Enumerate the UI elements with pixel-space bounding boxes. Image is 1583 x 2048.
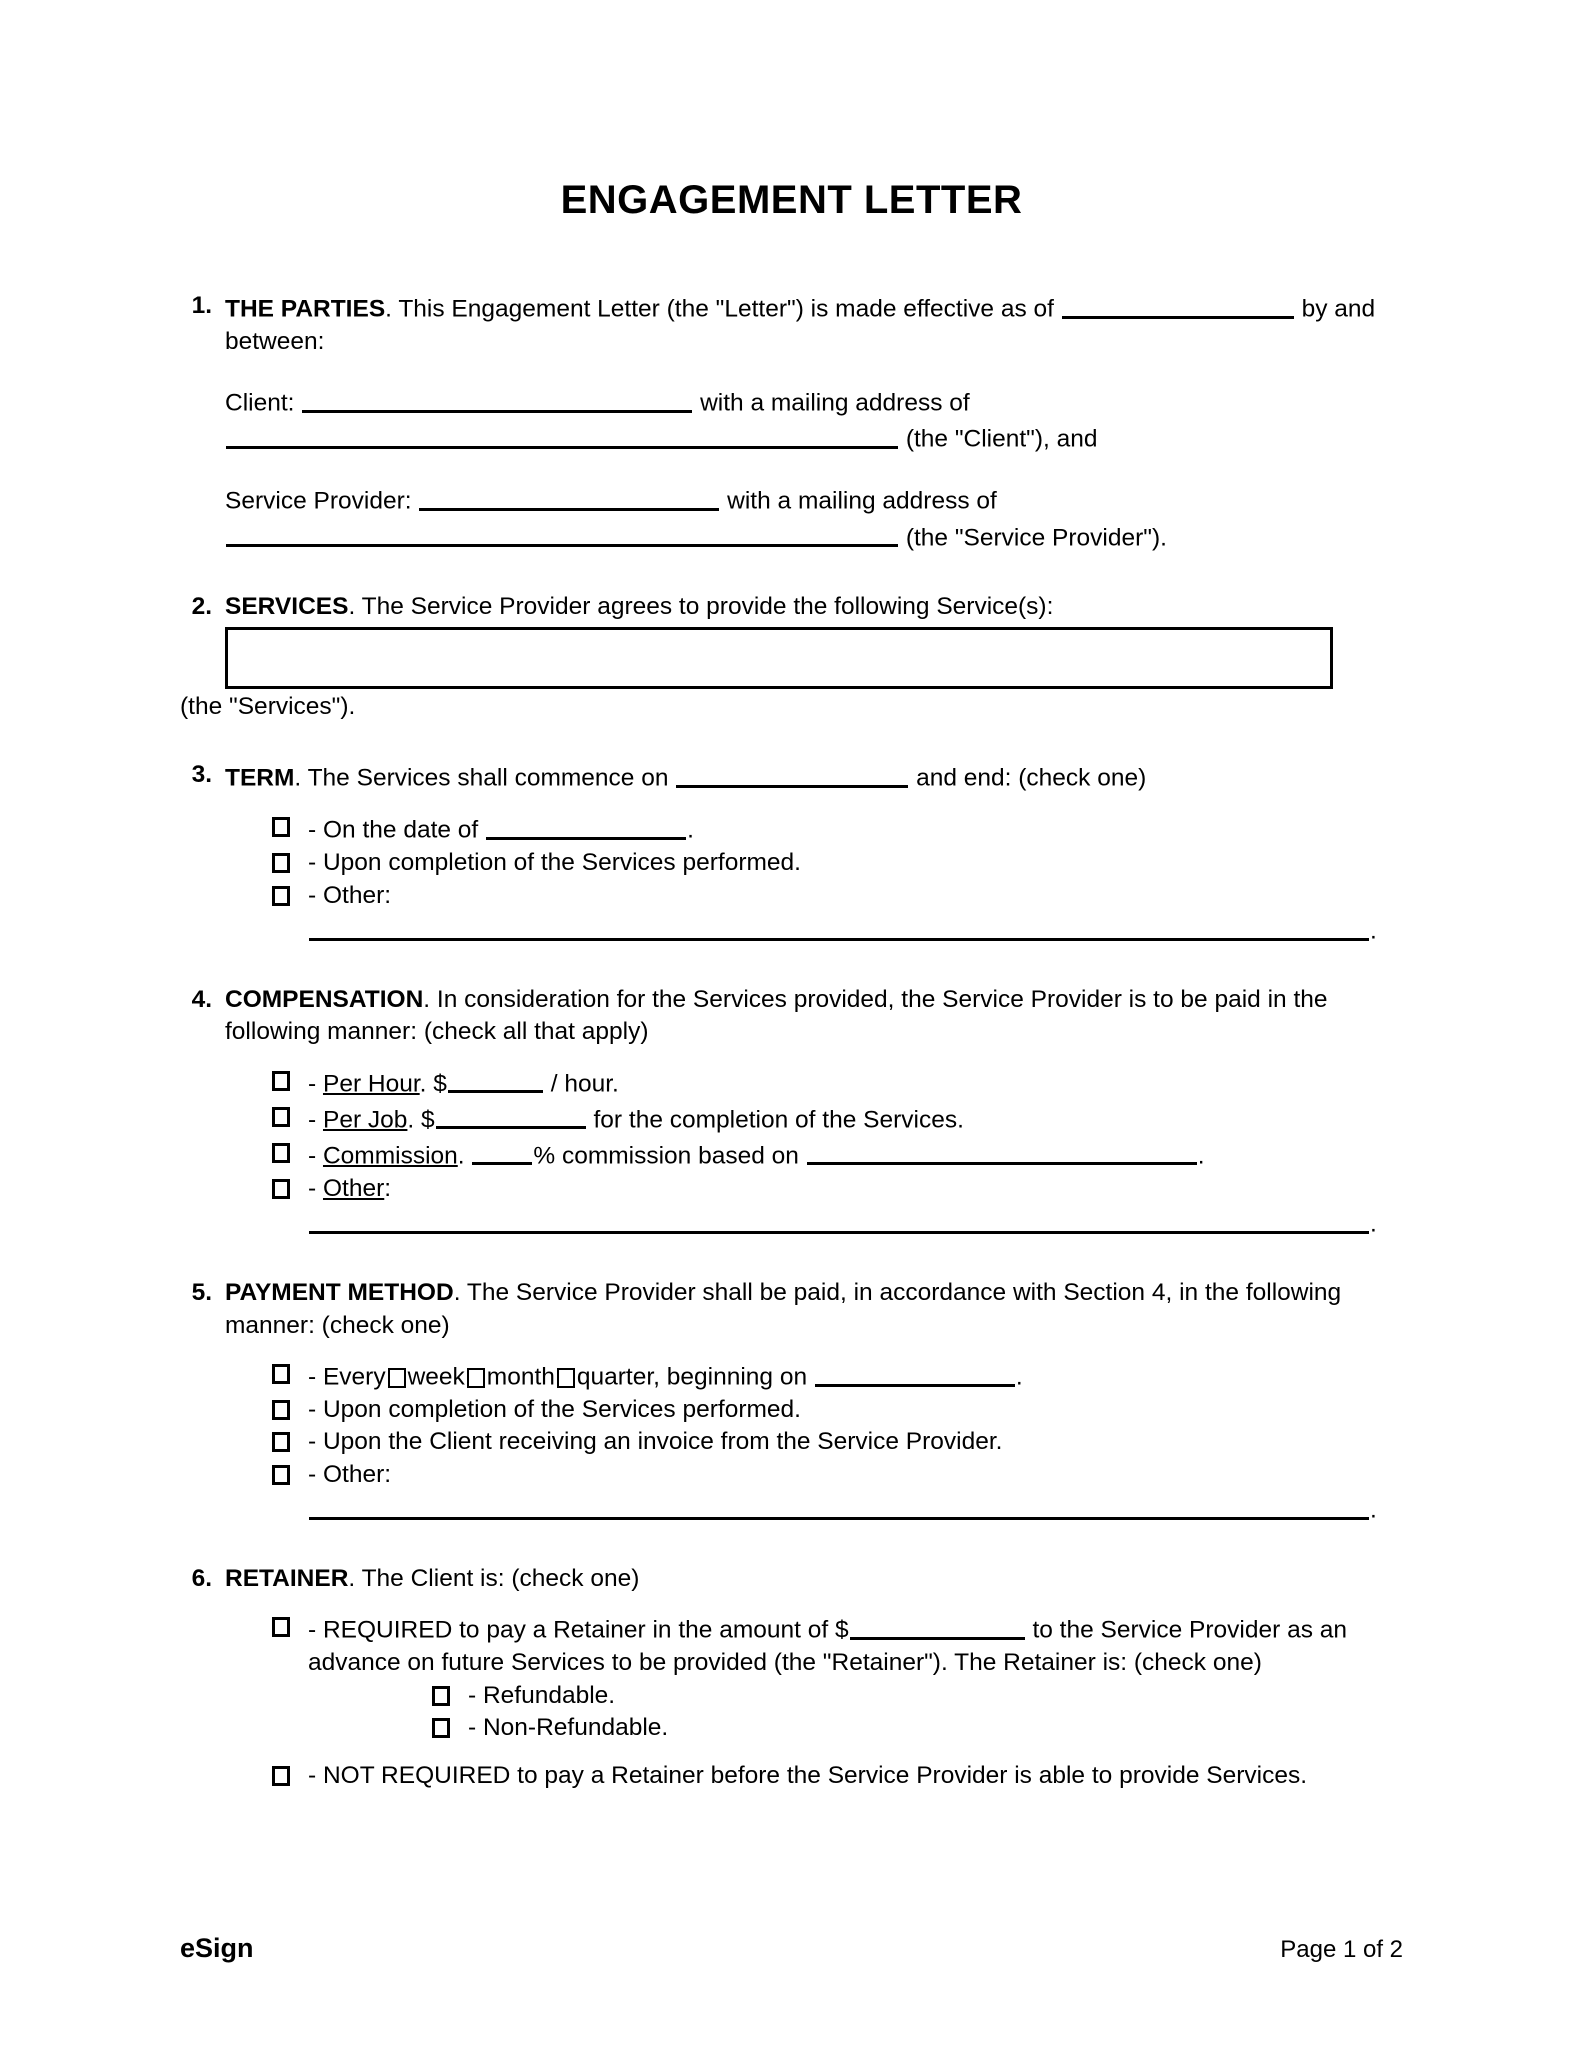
commence-date-blank[interactable] xyxy=(676,759,908,788)
section-3-body xyxy=(225,759,1400,795)
page-footer xyxy=(180,1933,1403,1973)
checkbox-icon[interactable] xyxy=(272,1143,290,1163)
client-label: Client: xyxy=(225,390,295,418)
checkbox-icon[interactable] xyxy=(272,1179,290,1199)
payment-option-upon-invoice[interactable] xyxy=(272,1426,1400,1458)
comp-dash-2: - xyxy=(308,1142,317,1170)
checkbox-icon[interactable] xyxy=(432,1686,450,1706)
section-2-heading: SERVICES xyxy=(225,592,349,620)
checkbox-icon[interactable] xyxy=(272,1400,290,1420)
retainer-option-non-refundable[interactable] xyxy=(432,1712,1400,1744)
commission-percent-blank[interactable] xyxy=(472,1137,532,1166)
client-block xyxy=(180,384,1400,456)
provider-address-blank[interactable] xyxy=(226,519,898,548)
checkbox-icon[interactable] xyxy=(272,1465,290,1485)
comp-tail-2: . xyxy=(1197,1142,1205,1170)
spacer xyxy=(180,1595,1400,1611)
client-address-blank[interactable] xyxy=(226,420,898,449)
term-other-blank[interactable] xyxy=(309,912,1369,941)
section-6-body xyxy=(225,1563,1400,1595)
section-2-text: . The Service Provider agrees to provide the following Service(s): xyxy=(348,592,1054,620)
section-number-1: 1. xyxy=(191,292,212,319)
term-option-upon-completion[interactable] xyxy=(272,847,1400,879)
section-number-2: 2. xyxy=(191,592,212,620)
section-number-4: 4. xyxy=(191,986,212,1014)
term-options xyxy=(180,811,1400,948)
compensation-option-per-hour[interactable] xyxy=(272,1065,1400,1101)
payment-option-upon-invoice-label: - Upon the Client receiving an invoice from the Service Provider. xyxy=(308,1428,1003,1456)
comp-mid-2: % commission based on xyxy=(533,1142,799,1170)
spacer xyxy=(180,1342,1400,1358)
term-option-other-label: - Other: xyxy=(308,881,392,909)
comp-tail-0: / hour. xyxy=(550,1070,619,1098)
section-1-heading: THE PARTIES xyxy=(225,295,386,323)
payment-week-label: week xyxy=(407,1363,465,1391)
section-5-text: . The Service Provider shall be paid, in accordance with Section 4, in the following manner: (check one) xyxy=(225,1279,1342,1339)
section-5-heading: PAYMENT METHOD xyxy=(225,1279,454,1307)
provider-suffix: (the "Service Provider"). xyxy=(905,524,1167,552)
section-the-parties xyxy=(180,290,1400,358)
section-3-text: . The Services shall commence on xyxy=(294,764,669,792)
payment-other-blank[interactable] xyxy=(309,1491,1369,1520)
spacer xyxy=(180,948,1400,984)
section-3-heading: TERM xyxy=(225,764,295,792)
section-6-heading: RETAINER xyxy=(225,1564,349,1592)
per-hour-rate-blank[interactable] xyxy=(448,1065,543,1094)
compensation-option-per-job[interactable] xyxy=(272,1101,1400,1137)
checkbox-icon[interactable] xyxy=(272,1364,290,1384)
comp-after-3: : xyxy=(384,1174,392,1202)
compensation-option-other[interactable] xyxy=(272,1173,1400,1241)
payment-quarter-label: quarter, beginning on xyxy=(576,1363,808,1391)
section-compensation xyxy=(180,984,1400,1049)
payment-method-options xyxy=(180,1358,1400,1527)
per-job-amount-blank[interactable] xyxy=(436,1101,586,1130)
brand-logo: eSign xyxy=(180,1933,254,1963)
checkbox-icon[interactable] xyxy=(272,817,290,837)
retainer-option-required[interactable] xyxy=(272,1611,1400,1679)
retainer-required-suffix: to the Service Provider as an advance on future Services to be provided (the "Retainer"). The Retainer is: (check one) xyxy=(308,1616,1348,1677)
page-title: ENGAGEMENT LETTER xyxy=(560,178,1023,222)
section-payment-method xyxy=(180,1277,1400,1342)
retainer-option-refundable[interactable] xyxy=(432,1680,1400,1712)
provider-address-prefix: with a mailing address of xyxy=(727,488,997,516)
retainer-required-prefix: - REQUIRED to pay a Retainer in the amount of $ xyxy=(308,1616,849,1644)
term-option-other[interactable] xyxy=(272,880,1400,948)
checkbox-icon[interactable] xyxy=(272,1071,290,1091)
comp-dash-3: - xyxy=(308,1174,317,1202)
payment-month-label: month xyxy=(486,1363,555,1391)
term-option-0-suffix: . xyxy=(687,816,694,844)
comp-dash-1: - xyxy=(308,1106,317,1134)
comp-dash-0: - xyxy=(308,1070,317,1098)
section-4-text: . In consideration for the Services provided, the Service Provider is to be paid in the following manner: (check all that apply) xyxy=(225,986,1328,1046)
retainer-refundable-label: - Refundable. xyxy=(468,1681,616,1709)
payment-every-suffix: . xyxy=(1015,1363,1023,1391)
section-3-text-tail: and end: (check one) xyxy=(916,764,1147,792)
checkbox-icon[interactable] xyxy=(272,1107,290,1127)
page-number: Page 1 of 2 xyxy=(1280,1936,1403,1963)
term-option-on-date-label: - On the date of xyxy=(308,816,479,844)
section-term xyxy=(180,759,1400,795)
section-number-6: 6. xyxy=(191,1564,212,1592)
spacer xyxy=(180,1527,1400,1563)
spacer xyxy=(180,555,1400,591)
section-1-intro-tail: by and between: xyxy=(225,295,1376,356)
term-option-upon-completion-label: - Upon completion of the Services performed. xyxy=(308,849,801,877)
service-provider-block xyxy=(180,482,1400,554)
document-body xyxy=(180,290,1400,1793)
checkbox-icon[interactable] xyxy=(272,1432,290,1452)
section-2-body xyxy=(225,591,1400,623)
section-4-body xyxy=(225,984,1400,1049)
checkbox-icon[interactable] xyxy=(272,853,290,873)
comp-after-2: . xyxy=(457,1142,465,1170)
comp-term-commission: Commission xyxy=(322,1142,458,1170)
payment-option-upon-completion-label: - Upon completion of the Services performed. xyxy=(308,1395,801,1423)
comp-term-per-hour: Per Hour xyxy=(322,1070,420,1098)
spacer xyxy=(180,723,1400,759)
section-1-intro: . This Engagement Letter (the "Letter") is made effective as of xyxy=(385,295,1054,323)
compensation-other-blank[interactable] xyxy=(309,1205,1369,1234)
checkbox-month-icon[interactable] xyxy=(467,1368,485,1388)
section-number-5: 5. xyxy=(191,1279,212,1307)
client-suffix: (the "Client"), and xyxy=(905,426,1098,454)
checkbox-icon[interactable] xyxy=(272,886,290,906)
payment-other-suffix: . xyxy=(1370,1496,1377,1524)
payment-option-other-label: - Other: xyxy=(308,1460,392,1488)
section-1-body xyxy=(225,290,1400,358)
provider-name-blank[interactable] xyxy=(419,482,719,511)
spacer xyxy=(180,1049,1400,1065)
spacer xyxy=(180,795,1400,811)
effective-date-blank[interactable] xyxy=(1062,290,1294,319)
spacer xyxy=(180,358,1400,384)
checkbox-icon[interactable] xyxy=(432,1718,450,1738)
checkbox-week-icon[interactable] xyxy=(388,1368,406,1388)
retainer-options xyxy=(180,1611,1400,1792)
section-4-heading: COMPENSATION xyxy=(225,986,424,1014)
section-services xyxy=(180,591,1400,623)
retainer-sub-options xyxy=(272,1680,1400,1745)
client-address-prefix: with a mailing address of xyxy=(700,390,970,418)
spacer xyxy=(180,456,1400,482)
payment-begin-date-blank[interactable] xyxy=(815,1358,1015,1387)
term-end-date-blank[interactable] xyxy=(486,811,686,840)
section-number-3: 3. xyxy=(191,761,212,789)
comp-term-per-job: Per Job xyxy=(322,1106,408,1134)
comp-tail-1: for the completion of the Services. xyxy=(593,1106,964,1134)
payment-every-label: - Every xyxy=(308,1363,386,1391)
services-caption: (the "Services"). xyxy=(180,692,356,720)
payment-option-every[interactable] xyxy=(272,1358,1400,1394)
checkbox-icon[interactable] xyxy=(272,1766,290,1786)
client-name-blank[interactable] xyxy=(302,384,692,413)
provider-label: Service Provider: xyxy=(225,488,412,516)
retainer-option-not-required[interactable] xyxy=(272,1760,1400,1792)
payment-option-other[interactable] xyxy=(272,1459,1400,1527)
comp-after-1: . $ xyxy=(407,1106,435,1134)
compensation-option-commission[interactable] xyxy=(272,1137,1400,1173)
section-6-text: . The Client is: (check one) xyxy=(348,1564,640,1592)
services-textarea[interactable] xyxy=(225,627,1333,689)
comp-after-0: . $ xyxy=(419,1070,447,1098)
comp-tail-3: . xyxy=(1370,1210,1377,1238)
checkbox-icon[interactable] xyxy=(272,1617,290,1637)
commission-basis-blank[interactable] xyxy=(807,1137,1197,1166)
section-retainer xyxy=(180,1563,1400,1595)
compensation-options xyxy=(180,1065,1400,1242)
retainer-not-required-label: - NOT REQUIRED to pay a Retainer before the Service Provider is able to provide Services. xyxy=(308,1762,1308,1790)
spacer xyxy=(180,1241,1400,1277)
retainer-amount-blank[interactable] xyxy=(850,1611,1025,1640)
payment-option-upon-completion[interactable] xyxy=(272,1394,1400,1426)
term-option-on-date[interactable] xyxy=(272,811,1400,847)
section-5-body xyxy=(225,1277,1400,1342)
term-option-2-suffix: . xyxy=(1370,917,1377,945)
checkbox-quarter-icon[interactable] xyxy=(557,1368,575,1388)
comp-term-other: Other xyxy=(322,1174,385,1202)
retainer-non-refundable-label: - Non-Refundable. xyxy=(468,1713,669,1741)
spacer xyxy=(272,1744,1400,1760)
